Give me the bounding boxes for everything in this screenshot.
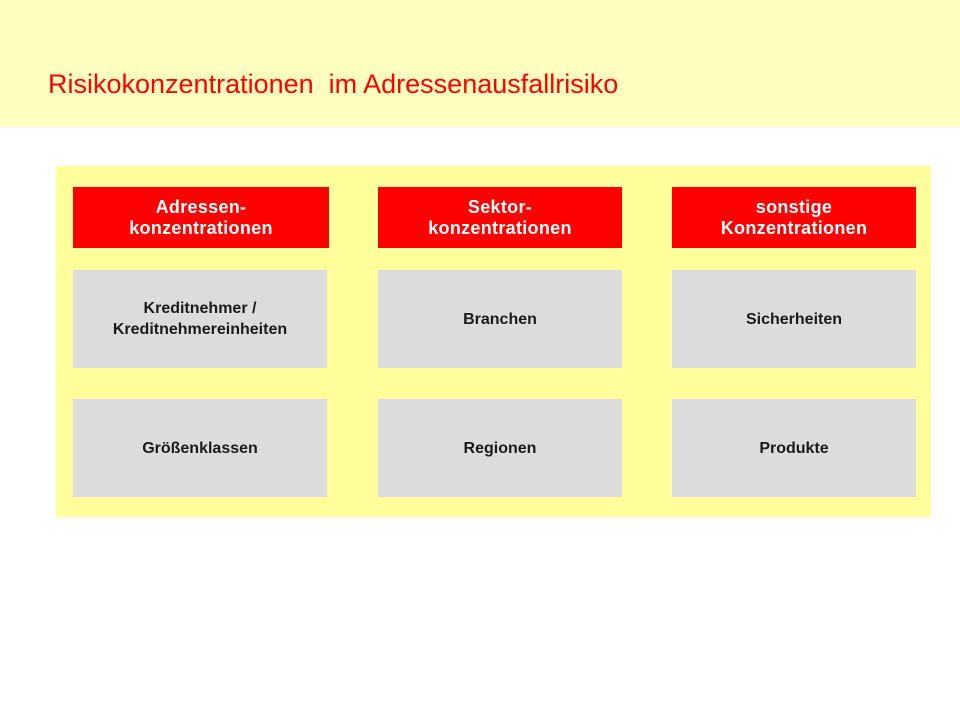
box-regionen: Regionen [378,399,622,497]
header-sonstige-konzentrationen: sonstige Konzentrationen [672,187,916,248]
box-branchen: Branchen [378,270,622,368]
header-adressenkonzentrationen: Adressen- konzentrationen [73,187,329,248]
box-groessenklassen: Größenklassen [73,399,327,497]
box-produkte: Produkte [672,399,916,497]
box-kreditnehmer: Kreditnehmer / Kreditnehmereinheiten [73,270,327,368]
slide-title: Risikokonzentrationen im Adressenausfallrisiko [48,69,619,99]
title-band [0,0,960,127]
box-sicherheiten: Sicherheiten [672,270,916,368]
header-sektorkonzentrationen: Sektor- konzentrationen [378,187,622,248]
